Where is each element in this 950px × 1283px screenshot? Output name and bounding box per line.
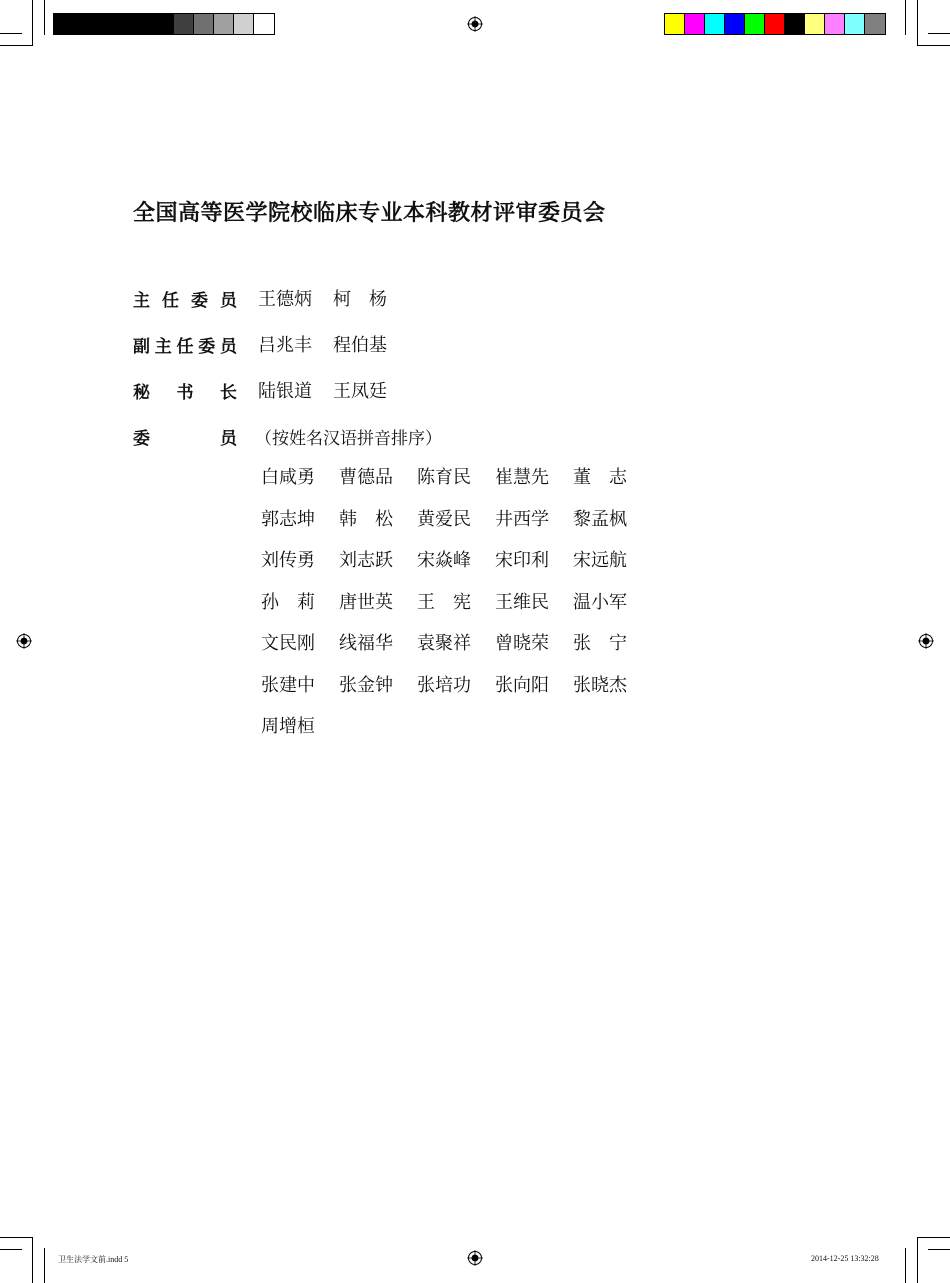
color-swatch bbox=[785, 14, 805, 34]
member-name: 王 宪 bbox=[417, 591, 471, 613]
crop-mark bbox=[905, 0, 906, 35]
label-char: 长 bbox=[220, 382, 237, 403]
member-name: 王维民 bbox=[495, 591, 549, 613]
member-name: 曾晓荣 bbox=[495, 633, 549, 654]
color-swatch bbox=[234, 14, 254, 34]
crop-mark bbox=[44, 1248, 45, 1283]
role-label bbox=[133, 286, 237, 311]
member-name: 张金钟 bbox=[339, 674, 393, 696]
crop-mark bbox=[32, 1237, 33, 1283]
role-row-vice-chair bbox=[133, 332, 408, 356]
member-name: 刘传勇 bbox=[261, 550, 315, 571]
member-name: 唐世英 bbox=[339, 591, 393, 613]
member-name: 张晓杰 bbox=[573, 674, 627, 696]
crop-mark bbox=[928, 1249, 950, 1250]
person-name: 程伯基 bbox=[333, 335, 387, 356]
member-name: 白咸勇 bbox=[261, 467, 315, 488]
footer-timestamp: 2014-12-25 13:32:28 bbox=[811, 1254, 879, 1263]
member-name: 陈育民 bbox=[417, 467, 471, 488]
member-name: 董 志 bbox=[573, 467, 627, 488]
role-names bbox=[258, 331, 408, 357]
color-swatch bbox=[665, 14, 685, 34]
label-char: 委 bbox=[191, 290, 208, 311]
color-swatch bbox=[765, 14, 785, 34]
person-name: 柯 杨 bbox=[333, 289, 387, 310]
member-name: 刘志跃 bbox=[339, 550, 393, 571]
registration-mark-icon bbox=[467, 1250, 483, 1266]
crop-mark bbox=[0, 1237, 33, 1238]
label-char: 员 bbox=[220, 290, 237, 311]
color-bar bbox=[664, 13, 886, 35]
role-names bbox=[258, 285, 408, 311]
color-swatch bbox=[705, 14, 725, 34]
crop-mark bbox=[928, 33, 950, 34]
member-name: 温小军 bbox=[573, 591, 627, 613]
label-char: 委 bbox=[198, 336, 216, 357]
color-swatch bbox=[54, 14, 74, 34]
person-name: 王德炳 bbox=[258, 289, 312, 310]
label-char: 任 bbox=[162, 290, 179, 311]
color-swatch bbox=[74, 14, 94, 34]
color-swatch bbox=[114, 14, 134, 34]
member-list bbox=[261, 466, 651, 739]
member-name: 张培功 bbox=[417, 674, 471, 696]
registration-mark-icon bbox=[918, 633, 934, 649]
role-label bbox=[133, 378, 237, 403]
crop-mark bbox=[917, 1237, 918, 1283]
color-swatch bbox=[194, 14, 214, 34]
sort-note: （按姓名汉语拼音排序） bbox=[255, 428, 442, 449]
label-char: 主 bbox=[133, 290, 150, 311]
member-name: 郭志坤 bbox=[261, 508, 315, 530]
label-char: 秘 bbox=[133, 382, 150, 403]
crop-mark bbox=[0, 1249, 22, 1250]
member-name: 周增桓 bbox=[261, 716, 315, 737]
footer-filename: 卫生法学文前.indd 5 bbox=[58, 1255, 129, 1264]
member-name: 张建中 bbox=[261, 674, 315, 696]
color-swatch bbox=[825, 14, 845, 34]
registration-mark-icon bbox=[467, 16, 483, 32]
member-name: 韩 松 bbox=[339, 508, 393, 530]
crop-mark bbox=[917, 1237, 950, 1238]
person-name: 王凤廷 bbox=[333, 381, 387, 402]
member-name: 张向阳 bbox=[495, 674, 549, 696]
member-name: 井西学 bbox=[495, 508, 549, 530]
member-name: 崔慧先 bbox=[495, 467, 549, 488]
member-name: 宋焱峰 bbox=[417, 550, 471, 571]
member-name: 曹德品 bbox=[339, 467, 393, 488]
member-name: 张 宁 bbox=[573, 633, 627, 654]
role-label bbox=[133, 424, 237, 449]
member-name: 孙 莉 bbox=[261, 591, 315, 613]
member-name: 文民刚 bbox=[261, 633, 315, 654]
member-name: 袁聚祥 bbox=[417, 633, 471, 654]
color-swatch bbox=[845, 14, 865, 34]
color-swatch bbox=[254, 14, 274, 34]
color-swatch bbox=[685, 14, 705, 34]
color-swatch bbox=[745, 14, 765, 34]
person-name: 吕兆丰 bbox=[258, 335, 312, 356]
crop-mark bbox=[0, 33, 22, 34]
color-swatch bbox=[865, 14, 885, 34]
label-char: 员 bbox=[220, 428, 237, 449]
member-name: 黎孟枫 bbox=[573, 508, 627, 530]
color-swatch bbox=[725, 14, 745, 34]
color-swatch bbox=[214, 14, 234, 34]
person-name: 陆银道 bbox=[258, 381, 312, 402]
role-names bbox=[258, 377, 408, 403]
crop-mark bbox=[0, 45, 33, 46]
crop-mark bbox=[32, 0, 33, 46]
member-name: 黄爱民 bbox=[417, 508, 471, 530]
role-row-chair bbox=[133, 286, 408, 310]
label-char: 委 bbox=[133, 428, 150, 449]
page-title: 全国高等医学院校临床专业本科教材评审委员会 bbox=[133, 201, 606, 226]
role-row-secretary bbox=[133, 378, 408, 402]
color-swatch bbox=[134, 14, 154, 34]
label-char: 书 bbox=[176, 382, 194, 403]
label-char: 主 bbox=[154, 336, 172, 357]
registration-mark-icon bbox=[16, 633, 32, 649]
label-char: 任 bbox=[176, 336, 194, 357]
crop-mark bbox=[917, 45, 950, 46]
color-swatch bbox=[174, 14, 194, 34]
grayscale-bar bbox=[53, 13, 275, 35]
color-swatch bbox=[154, 14, 174, 34]
crop-mark bbox=[917, 0, 918, 46]
label-char: 副 bbox=[133, 336, 150, 357]
crop-mark bbox=[905, 1248, 906, 1283]
label-char: 员 bbox=[220, 336, 237, 357]
member-name: 线福华 bbox=[339, 633, 393, 654]
role-label bbox=[133, 332, 237, 357]
color-swatch bbox=[94, 14, 114, 34]
role-row-members bbox=[133, 424, 442, 448]
member-name: 宋远航 bbox=[573, 550, 627, 571]
crop-mark bbox=[44, 0, 45, 35]
color-swatch bbox=[805, 14, 825, 34]
member-name: 宋印利 bbox=[495, 550, 549, 571]
